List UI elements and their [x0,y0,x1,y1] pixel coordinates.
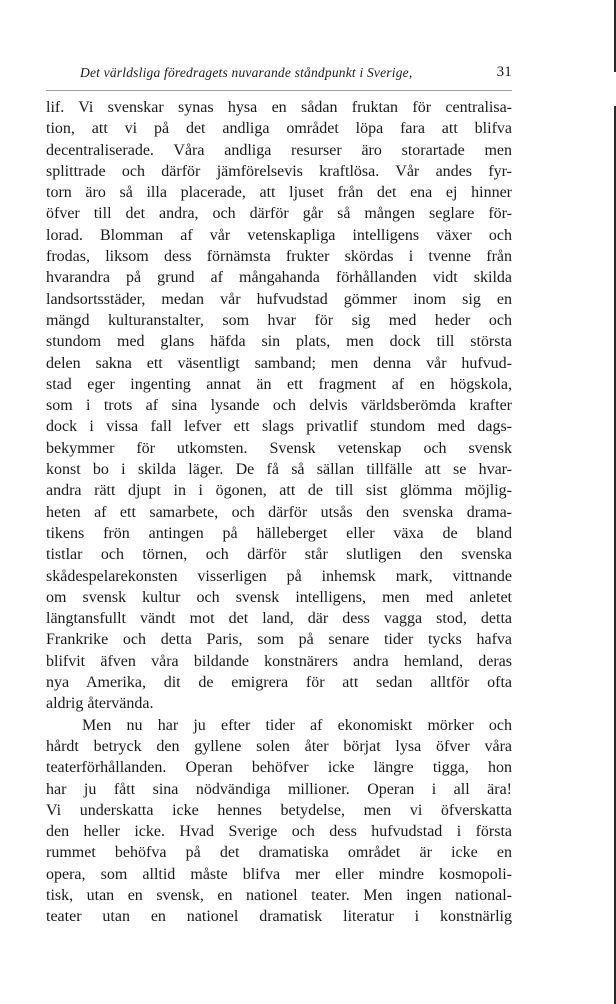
header-rule [46,90,512,91]
text-line: landsortsstäder, medan vår hufvudstad gömmer inom sig en [46,290,512,308]
text-line: tistlar och törnen, och därför står slutligen den svenska [46,546,512,564]
text-line: längtansfullt vändt mot det land, där dess vagga stod, detta [46,610,512,628]
running-header-title: Det världsliga föredragets nuvarande ståndpunkt i Sverige, [80,65,413,80]
text-line: tikens frön antingen på hälleberget eller växa de bland [46,524,512,542]
text-line: om svensk kultur och svensk intelligens, men med anletet [46,588,512,606]
text-line: Vi underskatta icke hennes betydelse, men vi öfverskatta [46,801,512,819]
text-line: den heller icke. Hvad Sverige och dess hufvudstad i första [46,823,512,841]
text-line: tion, att vi på det andliga området löpa fara att blifva [46,120,512,138]
text-line: rummet behöfva på det dramatiska området är icke en [46,844,512,862]
text-line: hårdt betryck den gyllene solen åter börjat lysa öfver våra [46,737,512,755]
text-line: frodas, liksom dess förnämsta frukter skördas i tvenne från [46,248,512,266]
running-header [80,63,512,87]
paragraph-start-line: Men nu har ju efter tider af ekonomiskt mörker och [82,716,512,734]
text-line: dock i vissa fall lefver ett slags privatlif stundom med dags- [46,418,512,436]
text-line: decentraliserade. Våra andliga resurser äro storartade men [46,141,512,159]
paragraph-end-line: aldrig återvända. [46,695,154,713]
text-line: andra rätt djupt in i ögonen, att de till sist glömma möjlig- [46,482,512,500]
text-line: opera, som alltid måste blifva mer eller mindre kosmopoli- [46,865,512,883]
text-line: lif. Vi svenskar synas hysa en sådan fruktan för centralisa- [46,99,512,116]
text-line: hvarandra på grund af mångahanda förhållanden vidt skilda [46,269,512,287]
text-line: teater utan en nationel dramatisk literatur i konstnärlig [46,908,512,926]
text-line: stundom med glans häfda sin plats, men dock till största [46,333,512,351]
text-line: nya Amerika, dit de emigrera för att sedan alltför ofta [46,674,512,692]
text-line: torn äro så illa placerade, att ljuset från det ena ej hinner [46,184,512,202]
text-line: teaterförhållanden. Operan behöfver icke längre tigga, hon [46,759,512,777]
text-line: heten af ett samarbete, och därför utsås den svenska drama- [46,503,512,521]
text-line: har ju fått sina nödvändiga millioner. Operan i all ära! [46,780,512,798]
text-line: tisk, utan en svensk, en nationel teater. Men ingen national- [46,886,512,904]
text-line: bekymmer för utkomsten. Svensk vetenskap och svensk [46,439,512,457]
text-line: som i trots af sina lysande och delvis världsberömda krafter [46,397,512,415]
text-line: lorad. Blomman af vår vetenskapliga intelligens växer och [46,226,512,244]
text-line: konst bo i skilda läger. De få så sällan tillfälle att se hvar- [46,461,512,479]
page-number: 31 [496,64,512,80]
text-line: stad eger ingenting annat än ett fragment af en högskola, [46,375,512,393]
body-text [46,97,512,928]
text-line: mängd kulturanstalter, som hvar för sig med heder och [46,311,512,329]
text-line: Frankrike och detta Paris, som på senare tider tycks hafva [46,631,512,649]
text-line: blifvit äfven våra bildande konstnärers andra hemland, deras [46,652,512,670]
text-line: delen sakna ett väsentligt samband; men denna vår hufvud- [46,354,512,372]
text-line: skådespelarekonsten visserligen på inhemsk mark, vittnande [46,567,512,585]
text-line: splittrade och därför jämförelsevis kraftlösa. Vår andes fyr- [46,162,512,180]
text-line: öfver till det andra, och därför går så mången seglare för- [46,205,512,223]
